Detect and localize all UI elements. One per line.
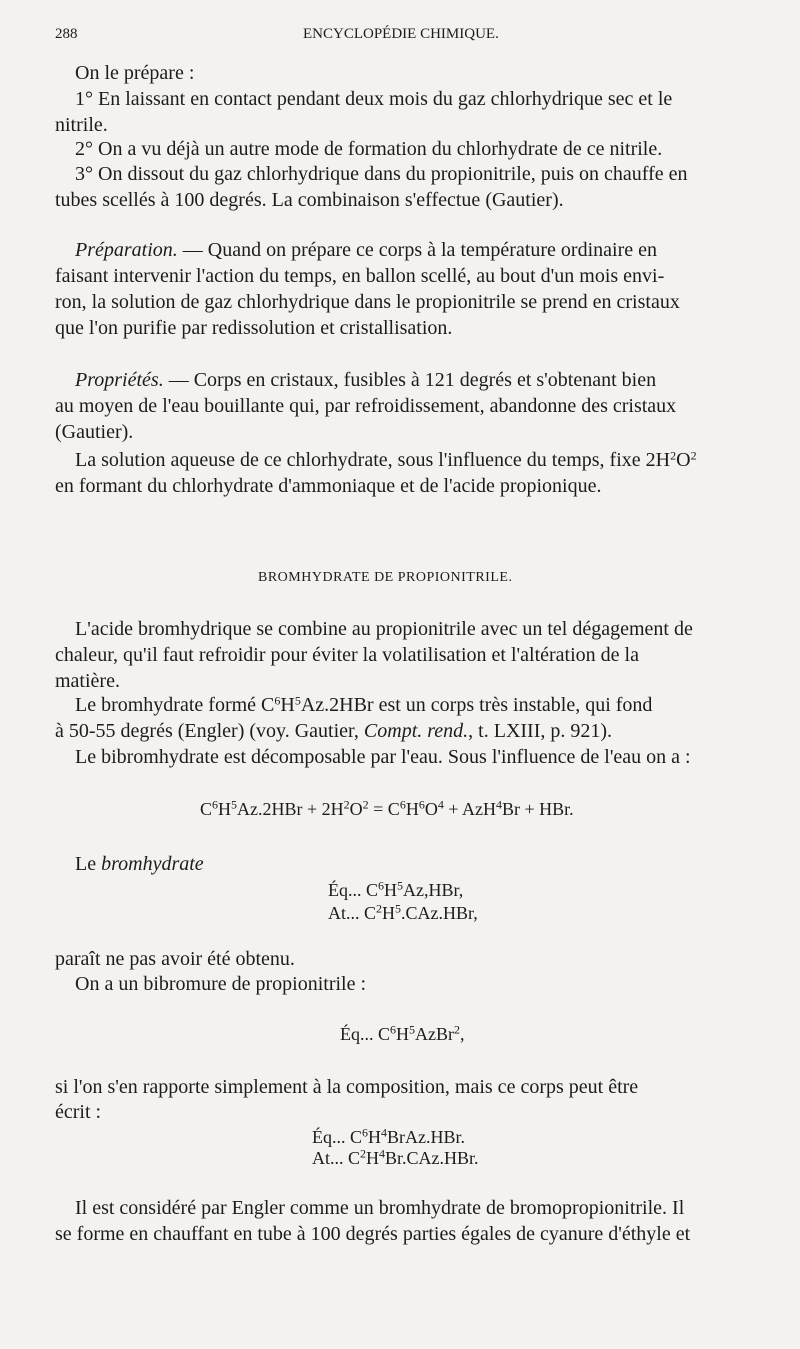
eq-sup: 4 xyxy=(437,797,444,812)
eq-sup: 6 xyxy=(212,797,219,812)
section-p3-line-1: Le bibromhydrate est décomposable par l'eau. Sous l'influence de l'eau on a : xyxy=(75,746,691,768)
text: BrAz.HBr. xyxy=(387,1127,466,1147)
eq-text: + AzH xyxy=(443,799,496,819)
text: , t. LXIII, p. 921). xyxy=(468,720,613,742)
intro-line: On le prépare : xyxy=(75,62,195,84)
eq-sup: 6 xyxy=(418,797,425,812)
citation: Compt. rend. xyxy=(363,720,469,742)
text: Le xyxy=(75,853,97,875)
text: La solution aqueuse de ce chlorhydrate, sous l'influence du temps, fixe 2H xyxy=(75,449,671,471)
superscript: 4 xyxy=(381,1125,388,1140)
text: H xyxy=(396,1024,410,1044)
superscript: 2 xyxy=(670,448,677,463)
reaction-equation xyxy=(200,797,574,821)
section-p6-line-2: écrit : xyxy=(55,1101,102,1123)
properties-line-2: au moyen de l'eau bouillante qui, par refroidissement, abandonne des cristaux xyxy=(55,395,677,417)
eq-sup: 2 xyxy=(343,797,350,812)
text: H xyxy=(280,694,295,716)
method-3-cont: tubes scellés à 100 degrés. La combinaison s'effectue (Gautier). xyxy=(55,189,564,211)
superscript: 6 xyxy=(390,1022,397,1037)
text: à 50-55 degrés (Engler) (voy. Gautier, xyxy=(55,720,359,742)
eq-sup: 5 xyxy=(231,797,238,812)
superscript: 6 xyxy=(274,693,281,708)
section-p4-line-1: paraît ne pas avoir été obtenu. xyxy=(55,948,295,970)
text: AzBr xyxy=(415,1024,455,1044)
superscript: 5 xyxy=(409,1022,416,1037)
page-number: 288 xyxy=(55,26,78,42)
italic-term: bromhydrate xyxy=(101,853,204,875)
preparation-heading: Préparation. xyxy=(75,239,178,261)
section-p1-line-3: matière. xyxy=(55,670,120,692)
method-3: 3° On dissout du gaz chlorhydrique dans du propionitrile, puis on chauffe en xyxy=(75,163,688,185)
text: H xyxy=(368,1127,382,1147)
text: H xyxy=(384,880,398,900)
superscript: 2 xyxy=(454,1022,461,1037)
section-p7-line-2: se forme en chauffant en tube à 100 degrés parties égales de cyanure d'éthyle et xyxy=(55,1223,691,1245)
eq-text: Br + HBr. xyxy=(501,799,574,819)
superscript: 5 xyxy=(395,901,402,916)
section-p7-line-1: Il est considéré par Engler comme un bromhydrate de bromopropionitrile. Il xyxy=(75,1197,685,1219)
preparation-line-2: faisant intervenir l'action du temps, en ballon scellé, au bout d'un mois envi- xyxy=(55,265,665,287)
section-p6-line-1: si l'on s'en rapporte simplement à la composition, mais ce corps peut être xyxy=(55,1076,639,1098)
formula-3-at xyxy=(312,1146,479,1170)
formula-1-at xyxy=(328,901,478,925)
eq-sup: 2 xyxy=(362,797,369,812)
text: Az.2HBr est un corps très instable, qui fond xyxy=(300,694,653,716)
eq-text: = C xyxy=(368,799,400,819)
eq-sup: 6 xyxy=(399,797,406,812)
text: Le bromhydrate formé C xyxy=(75,694,275,716)
text: H xyxy=(366,1148,380,1168)
section-p1-line-2: chaleur, qu'il faut refroidir pour éviter la volatilisation et l'altération de la xyxy=(55,644,639,666)
superscript: 5 xyxy=(397,878,404,893)
text: At... C xyxy=(328,903,377,923)
text: At... C xyxy=(312,1148,361,1168)
text: .CAz.HBr, xyxy=(401,903,478,923)
text: Br.CAz.HBr. xyxy=(385,1148,479,1168)
eq-text: Az.2HBr + 2H xyxy=(237,799,344,819)
properties-text: — Corps en cristaux, fusibles à 121 degrés et s'obtenant bien xyxy=(168,369,657,391)
eq-text: H xyxy=(405,799,419,819)
section-p5-line-1: On a un bibromure de propionitrile : xyxy=(75,973,367,995)
method-1-cont: nitrile. xyxy=(55,114,108,136)
running-title: ENCYCLOPÉDIE CHIMIQUE. xyxy=(303,26,499,42)
text: Éq... C xyxy=(328,880,379,900)
text: H xyxy=(382,903,396,923)
eq-text: O xyxy=(349,799,363,819)
preparation-text: — Quand on prépare ce corps à la température ordinaire en xyxy=(182,239,657,261)
method-1: 1° En laissant en contact pendant deux mois du gaz chlorhydrique sec et le xyxy=(75,88,673,110)
eq-text: O xyxy=(424,799,438,819)
properties-line-1 xyxy=(75,368,656,392)
superscript: 2 xyxy=(360,1146,367,1161)
preparation-line-4: que l'on purifie par redissolution et cristallisation. xyxy=(55,317,453,339)
superscript: 4 xyxy=(379,1146,386,1161)
properties-line-3: (Gautier). xyxy=(55,421,134,443)
formula-2-eq xyxy=(340,1022,465,1046)
superscript: 2 xyxy=(690,448,697,463)
bromhydrate-line xyxy=(75,852,204,876)
properties-line-5: en formant du chlorhydrate d'ammoniaque et de l'acide propionique. xyxy=(55,475,602,497)
superscript: 2 xyxy=(376,901,383,916)
section-p2-line-1 xyxy=(75,693,652,717)
properties-heading: Propriétés. xyxy=(75,369,164,391)
text: Éq... C xyxy=(312,1127,363,1147)
preparation-line-3: ron, la solution de gaz chlorhydrique dans le propionitrile se prend en cristaux xyxy=(55,291,680,313)
superscript: 6 xyxy=(378,878,385,893)
superscript: 6 xyxy=(362,1125,369,1140)
section-p2-line-2 xyxy=(55,719,612,743)
eq-sup: 4 xyxy=(495,797,502,812)
eq-text: C xyxy=(200,799,213,819)
eq-text: H xyxy=(218,799,232,819)
section-p1-line-1: L'acide bromhydrique se combine au propionitrile avec un tel dégagement de xyxy=(75,618,693,640)
preparation-line-1 xyxy=(75,238,657,262)
text: Éq... C xyxy=(340,1024,391,1044)
properties-line-4 xyxy=(75,448,697,472)
superscript: 5 xyxy=(294,693,301,708)
text: Az,HBr, xyxy=(403,880,464,900)
section-title: BROMHYDRATE DE PROPIONITRILE. xyxy=(258,570,513,585)
text: O xyxy=(676,449,691,471)
method-2: 2° On a vu déjà un autre mode de formation du chlorhydrate de ce nitrile. xyxy=(75,138,663,160)
text: , xyxy=(460,1024,465,1044)
formula-1-eq xyxy=(328,878,463,902)
